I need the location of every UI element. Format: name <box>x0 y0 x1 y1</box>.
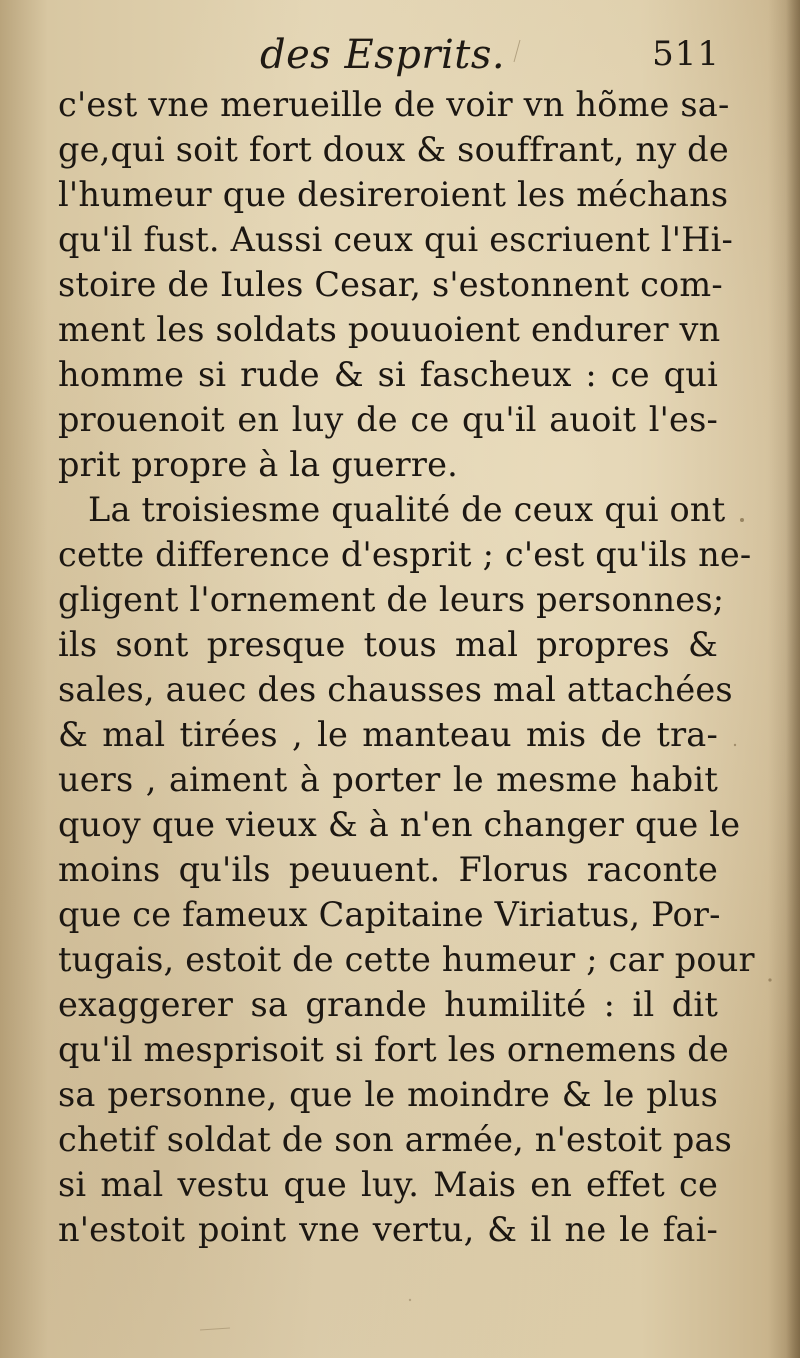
running-head <box>60 28 720 84</box>
page-number: 511 <box>652 34 720 74</box>
text-line: que ce fameux Capitaine Viriatus, Por- <box>58 895 721 934</box>
text-line: n'estoit point vne vertu, & il ne le fai- <box>58 1210 718 1249</box>
text-line: si mal vestu que luy. Mais en effet ce <box>58 1165 718 1204</box>
text-line: exaggerer sa grande humilité : il dit <box>58 985 718 1024</box>
paragraph-end-line: prit propre à la guerre. <box>58 445 458 484</box>
text-line: sa personne, que le moindre & le plus <box>58 1075 718 1114</box>
text-line: qu'il fust. Aussi ceux qui escriuent l'Hi- <box>58 220 733 259</box>
text-line: chetif soldat de son armée, n'estoit pas <box>58 1120 733 1159</box>
text-line: & mal tirées , le manteau mis de tra- <box>58 715 718 754</box>
running-head-title: des Esprits. <box>260 32 506 78</box>
text-line: homme si rude & si fascheux : ce qui <box>58 355 718 394</box>
text-line: stoire de Iules Cesar, s'estonnent com- <box>58 265 723 304</box>
text-line: sales, auec des chausses mal attachées <box>58 670 733 709</box>
text-line: cette difference d'esprit ; c'est qu'ils ne- <box>58 535 752 574</box>
text-line: tugais, estoit de cette humeur ; car pour <box>58 940 755 979</box>
text-line: gligent l'ornement de leurs personnes; <box>58 580 725 619</box>
text-line: moins qu'ils peuuent. Florus raconte <box>58 850 718 889</box>
text-line: ge,qui soit fort doux & souffrant, ny de <box>58 130 729 169</box>
text-line: l'humeur que desireroient les méchans <box>58 175 729 214</box>
paragraph-start-line: La troisiesme qualité de ceux qui ont <box>88 490 726 529</box>
text-line: c'est vne merueille de voir vn hõme sa- <box>58 85 730 124</box>
text-line: ils sont presque tous mal propres & <box>58 625 718 664</box>
text-line: qu'il mesprisoit si fort les ornemens de <box>58 1030 729 1069</box>
body-text <box>58 82 755 1252</box>
text-line: ment les soldats pouuoient endurer vn <box>58 310 721 349</box>
text-line: uers , aiment à porter le mesme habit <box>58 760 718 799</box>
text-line: prouenoit en luy de ce qu'il auoit l'es- <box>58 400 718 439</box>
text-line: quoy que vieux & à n'en changer que le <box>58 805 741 844</box>
